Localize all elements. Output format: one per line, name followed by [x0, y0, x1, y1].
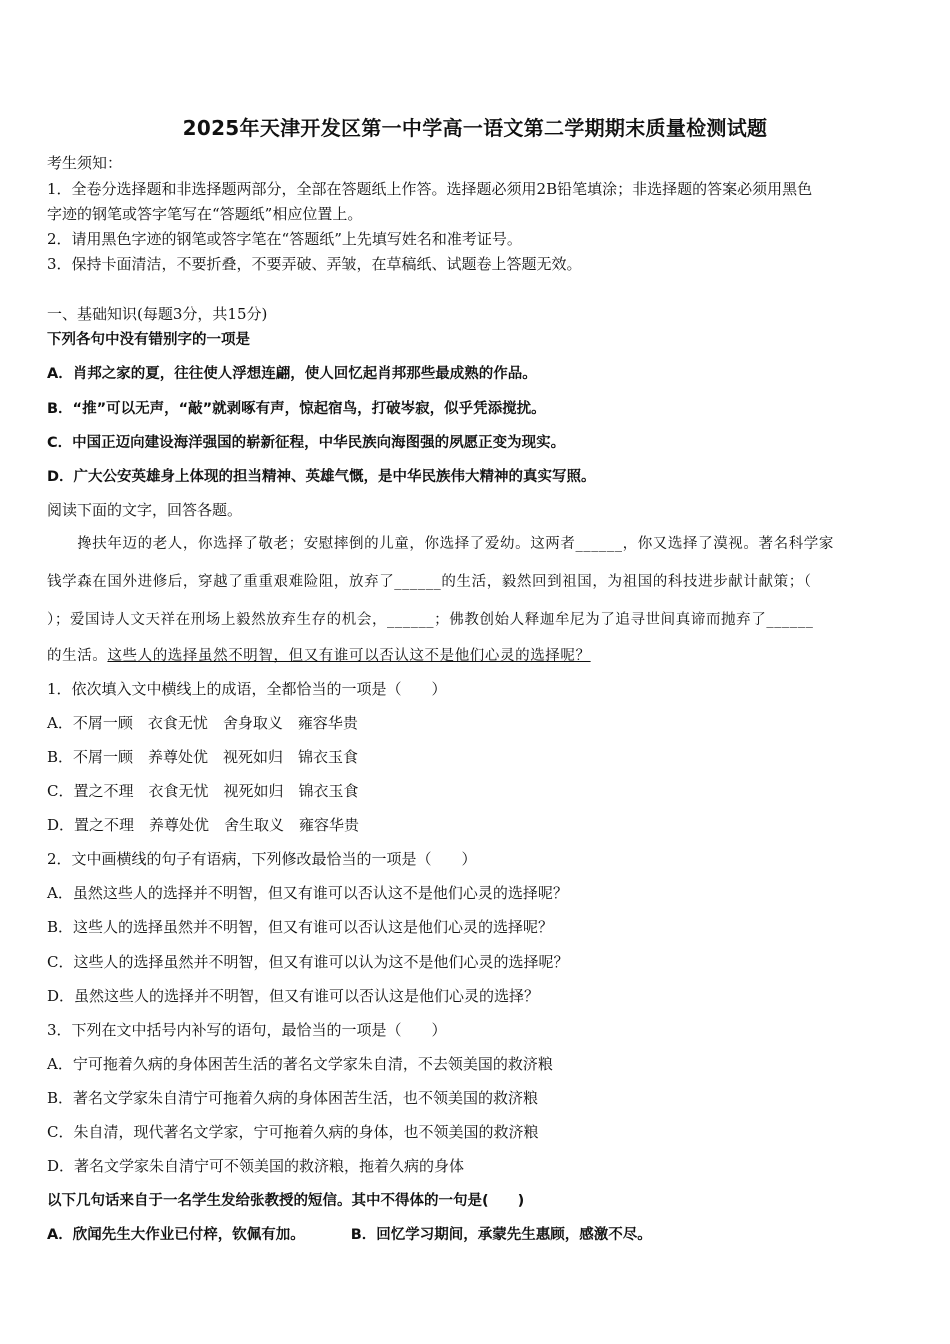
- underlined-sentence: 这些人的选择虽然不明智，但又有谁可以否认这不是他们心灵的选择呢？: [107, 648, 591, 664]
- passage-last-line: [47, 644, 591, 665]
- option-a: A．虽然这些人的选择并不明智，但又有谁可以否认这不是他们心灵的选择呢？: [47, 884, 568, 902]
- passage-line: 搀扶年迈的老人，你选择了敬老；安慰摔倒的儿童，你选择了爱幼。这两者______，你又选择了漠视。著名科学家: [47, 536, 834, 552]
- option-b: B．著名文学家朱自清宁可拖着久病的身体困苦生活，也不领美国的救济粮: [47, 1089, 539, 1107]
- option-c: C．置之不理 衣食无忧 视死如归 锦衣玉食: [47, 782, 359, 800]
- option-c: C．中国正迈向建设海洋强国的崭新征程，中华民族向海图强的夙愿正变为现实。: [47, 435, 566, 451]
- option-a: A．不屑一顾 衣食无忧 舍身取义 雍容华贵: [47, 714, 358, 732]
- reading-intro: 阅读下面的文字，回答各题。: [47, 501, 243, 519]
- option-a: A．欣闻先生大作业已付梓，钦佩有加。: [47, 1227, 305, 1243]
- question-stem: 2．文中画横线的句子有语病，下列修改最恰当的一项是（ ）: [47, 850, 477, 868]
- passage-line: 钱学森在国外进修后，穿越了重重艰难险阻，放弃了______的生活，毅然回到祖国，为祖国的科技进步献计献策；（: [47, 574, 812, 590]
- option-c: C．这些人的选择虽然并不明智，但又有谁可以认为这不是他们心灵的选择呢？: [47, 953, 569, 971]
- notice-item: 2．请用黑色字迹的钢笔或答字笔在“答题纸”上先填写姓名和准考证号。: [47, 230, 522, 248]
- option-b: B．不屑一顾 养尊处优 视死如归 锦衣玉食: [47, 748, 359, 766]
- option-b: B．这些人的选择虽然并不明智，但又有谁可以否认这是他们心灵的选择呢？: [47, 918, 554, 936]
- option-a: A．宁可拖着久病的身体困苦生活的著名文学家朱自清，不去领美国的救济粮: [47, 1055, 553, 1073]
- section-heading: 一、基础知识(每题3分，共15分): [47, 305, 268, 323]
- passage-line: ）；爱国诗人文天祥在刑场上毅然放弃生存的机会，______；佛教创始人释迦牟尼为了追寻世间真谛而抛弃了______: [47, 612, 814, 628]
- notice-item: 3．保持卡面清洁，不要折叠，不要弄破、弄皱，在草稿纸、试题卷上答题无效。: [47, 255, 582, 273]
- notice-item: 字迹的钢笔或答字笔写在“答题纸”相应位置上。: [47, 205, 363, 223]
- question-stem: 1．依次填入文中横线上的成语，全都恰当的一项是（ ）: [47, 680, 447, 698]
- question-stem: 下列各句中没有错别字的一项是: [47, 332, 250, 348]
- question-stem: 以下几句话来自于一名学生发给张教授的短信。其中不得体的一句是( ): [47, 1193, 525, 1209]
- option-d: D．置之不理 养尊处优 舍生取义 雍容华贵: [47, 816, 360, 834]
- option-b: B．回忆学习期间，承蒙先生惠顾，感激不尽。: [350, 1227, 652, 1243]
- option-d: D．广大公安英雄身上体现的担当精神、英雄气慨，是中华民族伟大精神的真实写照。: [47, 469, 596, 485]
- option-d: D．著名文学家朱自清宁可不领美国的救济粮，拖着久病的身体: [47, 1157, 465, 1175]
- notice-heading: 考生须知：: [47, 154, 123, 172]
- option-b: B．“推”可以无声，“敲”就剥啄有声，惊起宿鸟，打破岑寂，似乎凭添搅扰。: [47, 401, 546, 417]
- option-d: D．虽然这些人的选择并不明智，但又有谁可以否认这是他们心灵的选择？: [47, 987, 540, 1005]
- passage-last-prefix: 的生活。: [47, 648, 108, 664]
- page-title: 2025年天津开发区第一中学高一语文第二学期期末质量检测试题: [182, 116, 768, 140]
- option-c: C．朱自清，现代著名文学家，宁可拖着久病的身体，也不领美国的救济粮: [47, 1123, 539, 1141]
- option-a: A．肖邦之家的夏，往往使人浮想连翩，使人回忆起肖邦那些最成熟的作品。: [47, 366, 537, 382]
- question-stem: 3．下列在文中括号内补写的语句，最恰当的一项是（ ）: [47, 1021, 447, 1039]
- option-row: [47, 1223, 652, 1244]
- notice-item: 1．全卷分选择题和非选择题两部分，全部在答题纸上作答。选择题必须用2B铅笔填涂；非选择题的答案必须用黑色: [47, 180, 813, 198]
